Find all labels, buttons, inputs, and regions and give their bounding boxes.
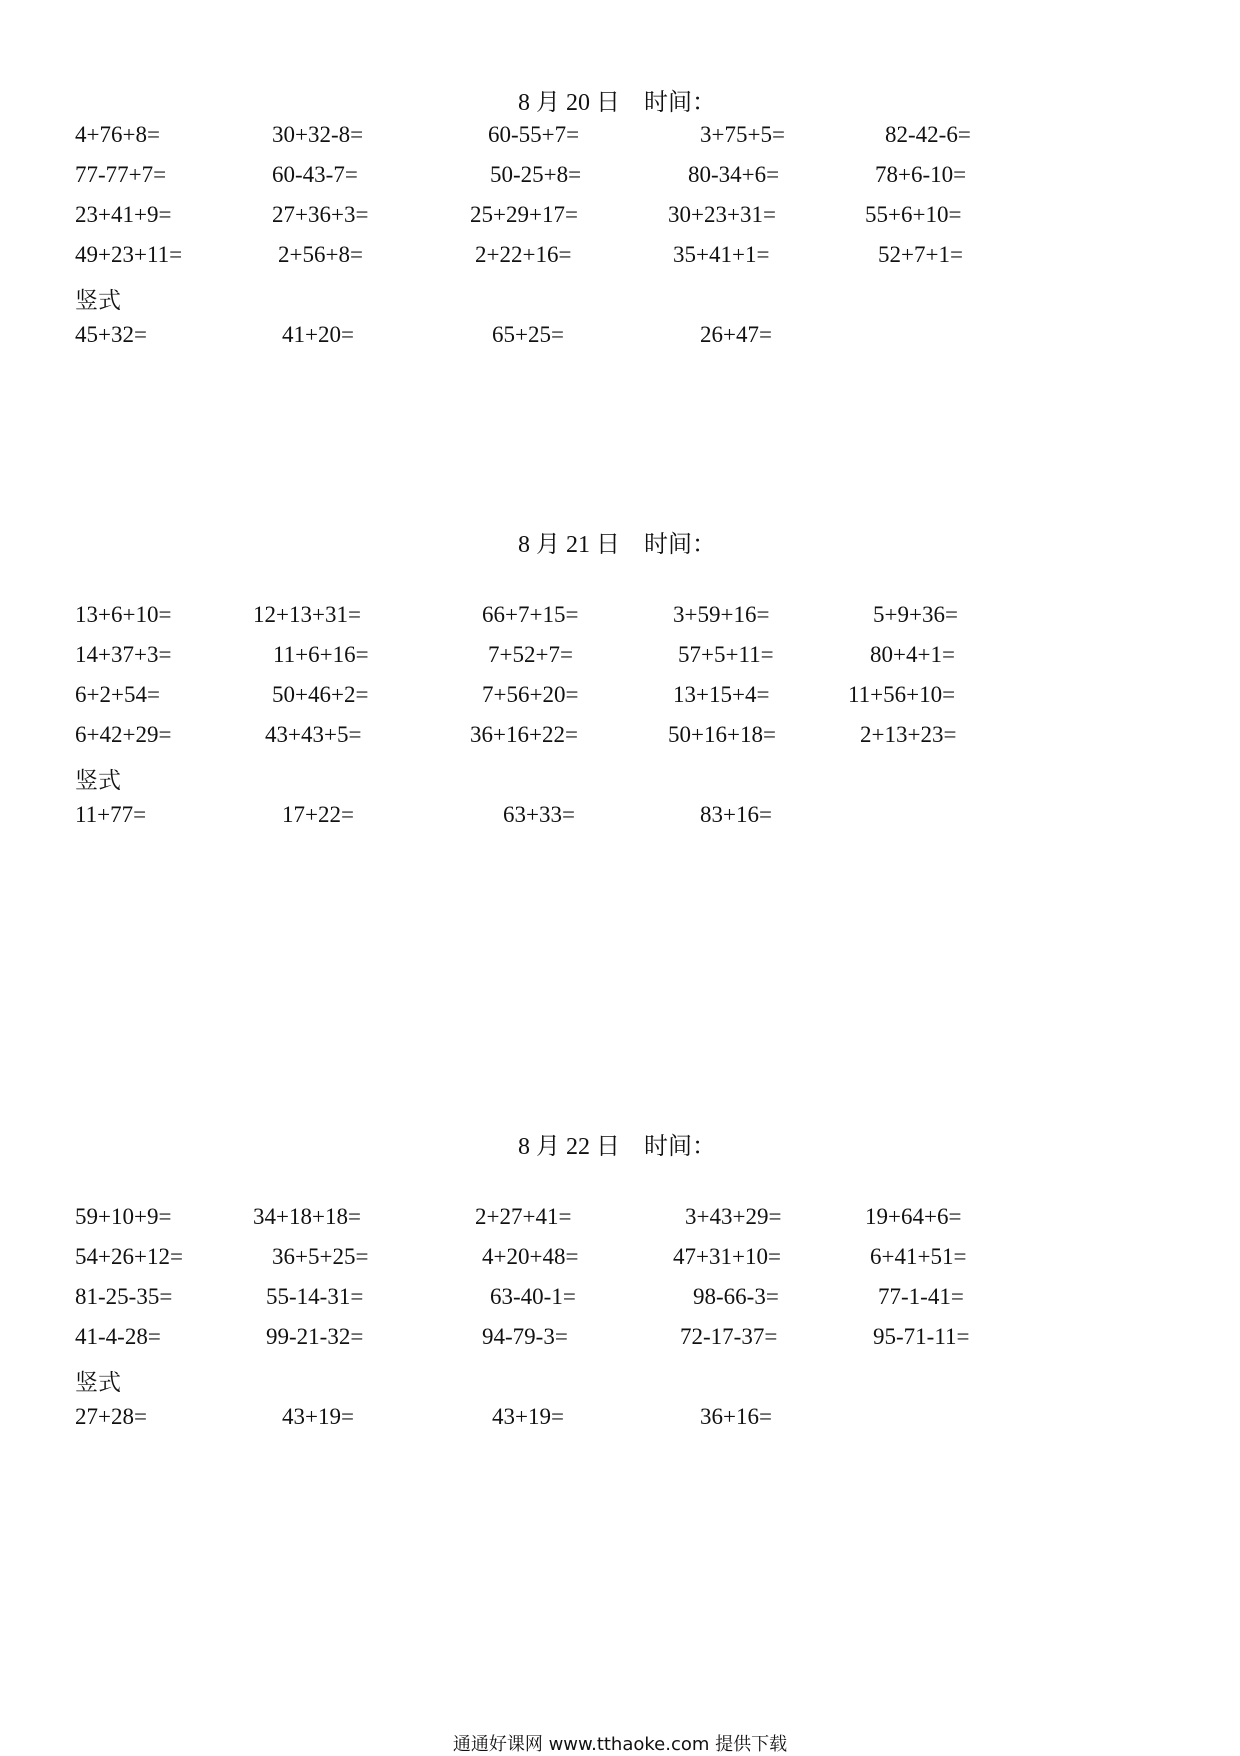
problem: 11+6+16= <box>273 642 369 667</box>
vertical-label: 竖式 <box>75 288 121 314</box>
problem: 19+64+6= <box>865 1204 962 1229</box>
problem: 57+5+11= <box>678 642 774 667</box>
problem: 2+22+16= <box>475 242 572 267</box>
vertical-problem: 45+32= <box>75 322 147 347</box>
problem: 60-55+7= <box>488 122 580 147</box>
problem: 6+2+54= <box>75 682 160 707</box>
problem: 59+10+9= <box>75 1204 172 1229</box>
problem: 99-21-32= <box>266 1324 364 1349</box>
problem-row <box>0 122 1240 162</box>
vertical-problem: 11+77= <box>75 802 147 827</box>
problem: 4+20+48= <box>482 1244 579 1269</box>
problem: 77-77+7= <box>75 162 167 187</box>
problem: 80+4+1= <box>870 642 955 667</box>
problem-row <box>0 602 1240 642</box>
problem: 6+41+51= <box>870 1244 967 1269</box>
problem: 11+56+10= <box>848 682 956 707</box>
vertical-problem: 63+33= <box>503 802 575 827</box>
problem: 94-79-3= <box>482 1324 568 1349</box>
problem: 30+23+31= <box>668 202 776 227</box>
problem: 81-25-35= <box>75 1284 173 1309</box>
section-title: 8 月 22 日 时间： <box>518 1134 716 1160</box>
problem-row <box>0 202 1240 242</box>
problem: 5+9+36= <box>873 602 958 627</box>
problem: 27+36+3= <box>272 202 369 227</box>
problem: 6+42+29= <box>75 722 172 747</box>
problem: 47+31+10= <box>673 1244 781 1269</box>
vertical-problem: 43+19= <box>492 1404 564 1429</box>
problem: 41-4-28= <box>75 1324 161 1349</box>
problem: 12+13+31= <box>253 602 361 627</box>
problem: 2+56+8= <box>278 242 363 267</box>
problem: 77-1-41= <box>878 1284 964 1309</box>
problem: 23+41+9= <box>75 202 172 227</box>
problem-row <box>0 162 1240 202</box>
problem: 25+29+17= <box>470 202 578 227</box>
problem: 98-66-3= <box>693 1284 779 1309</box>
problem: 55-14-31= <box>266 1284 364 1309</box>
vertical-label: 竖式 <box>75 1370 121 1396</box>
problem: 34+18+18= <box>253 1204 361 1229</box>
vertical-problem: 65+25= <box>492 322 564 347</box>
problem-row <box>0 1324 1240 1364</box>
problem: 3+59+16= <box>673 602 770 627</box>
problem: 7+56+20= <box>482 682 579 707</box>
footer-credit: 通通好课网 www.tthaoke.com 提供下载 <box>452 1734 788 1755</box>
problem-row <box>0 1284 1240 1324</box>
vertical-label: 竖式 <box>75 768 121 794</box>
problem: 43+43+5= <box>265 722 362 747</box>
vertical-problem: 83+16= <box>700 802 772 827</box>
problem-row <box>0 1204 1240 1244</box>
problem: 2+13+23= <box>860 722 957 747</box>
vertical-row <box>0 802 1240 842</box>
problem: 54+26+12= <box>75 1244 183 1269</box>
problem: 7+52+7= <box>488 642 573 667</box>
vertical-problem: 26+47= <box>700 322 772 347</box>
section-title: 8 月 21 日 时间： <box>518 532 716 558</box>
problem-row <box>0 682 1240 722</box>
vertical-problem: 43+19= <box>282 1404 354 1429</box>
vertical-problem: 17+22= <box>282 802 354 827</box>
problem: 80-34+6= <box>688 162 780 187</box>
problem: 66+7+15= <box>482 602 579 627</box>
vertical-row <box>0 322 1240 362</box>
problem-row <box>0 242 1240 282</box>
problem-row <box>0 722 1240 762</box>
problem: 49+23+11= <box>75 242 183 267</box>
problem: 50+46+2= <box>272 682 369 707</box>
problem-row <box>0 1244 1240 1284</box>
problem: 78+6-10= <box>875 162 967 187</box>
problem: 52+7+1= <box>878 242 963 267</box>
vertical-problem: 36+16= <box>700 1404 772 1429</box>
problem: 60-43-7= <box>272 162 358 187</box>
problem: 36+16+22= <box>470 722 578 747</box>
problem: 95-71-11= <box>873 1324 970 1349</box>
problem: 30+32-8= <box>272 122 364 147</box>
problem: 63-40-1= <box>490 1284 576 1309</box>
problem-row <box>0 642 1240 682</box>
problem: 55+6+10= <box>865 202 962 227</box>
problem: 82-42-6= <box>885 122 971 147</box>
problem: 72-17-37= <box>680 1324 778 1349</box>
problem: 4+76+8= <box>75 122 160 147</box>
problem: 2+27+41= <box>475 1204 572 1229</box>
section-title: 8 月 20 日 时间： <box>518 90 716 116</box>
problem: 13+6+10= <box>75 602 172 627</box>
problem: 50-25+8= <box>490 162 582 187</box>
problem: 36+5+25= <box>272 1244 369 1269</box>
problem: 3+43+29= <box>685 1204 782 1229</box>
vertical-row <box>0 1404 1240 1444</box>
problem: 35+41+1= <box>673 242 770 267</box>
problem: 14+37+3= <box>75 642 172 667</box>
problem: 50+16+18= <box>668 722 776 747</box>
problem: 3+75+5= <box>700 122 785 147</box>
vertical-problem: 27+28= <box>75 1404 147 1429</box>
vertical-problem: 41+20= <box>282 322 354 347</box>
problem: 13+15+4= <box>673 682 770 707</box>
